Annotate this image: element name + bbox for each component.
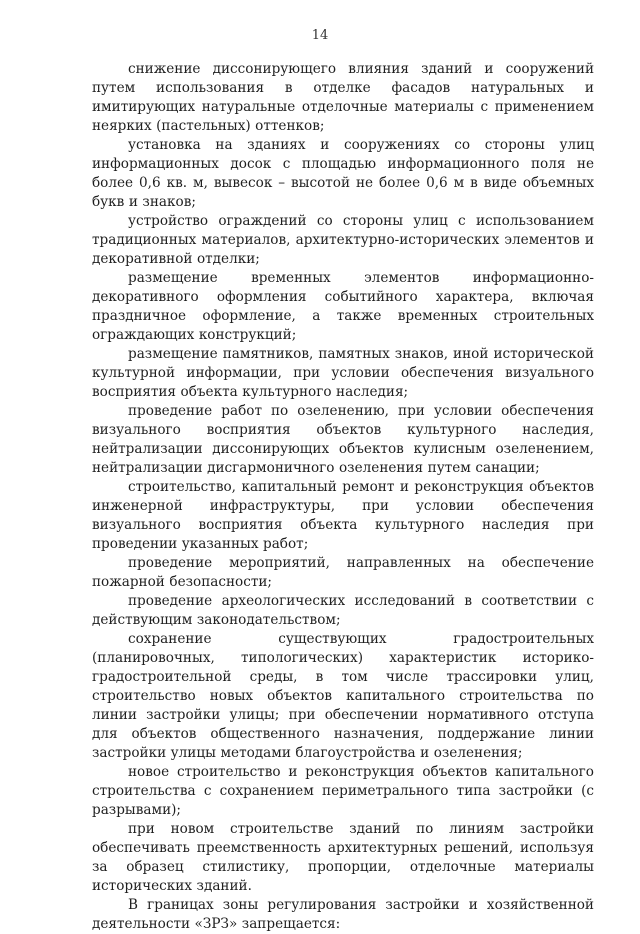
paragraph: размещение памятников, памятных знаков, иной исторической культурной информации, при условии обеспечения визуального восприятия объекта культурного наследия; xyxy=(92,346,594,400)
paragraph: при новом строительстве зданий по линиям застройки обеспечивать преемственность архитектурных решений, используя за образец стилистику, пропорции, отделочные материалы исторических зданий. xyxy=(92,821,594,894)
paragraph: устройство ограждений со стороны улиц с использованием традиционных материалов, архитектурно-исторических элементов и декоративной отделки; xyxy=(92,213,594,267)
paragraph: сохранение существующих градостроительных (планировочных, типологических) характеристик историко-градостроительной среды, в том числе трассировки улиц, строительство новых объектов капитального строительства по линии застройки улицы; при обеспечении нормативного отступа для объектов общественного назначения, поддержание линии застройки улицы методами благоустройства и озеленения; xyxy=(92,631,594,761)
paragraph: новое строительство и реконструкция объектов капитального строительства с сохранением периметрального типа застройки (с разрывами); xyxy=(92,764,594,818)
paragraph: строительство, капитальный ремонт и реконструкция объектов инженерной инфраструктуры, при условии обеспечения визуального восприятия объекта культурного наследия при проведении указанных работ; xyxy=(92,479,594,552)
paragraph: проведение мероприятий, направленных на обеспечение пожарной безопасности; xyxy=(92,555,594,590)
paragraph: проведение работ по озеленению, при условии обеспечения визуального восприятия объектов культурного наследия, нейтрализации диссонирующих объектов кулисным озеленением, нейтрализации дисгармоничного озеленения путем санации; xyxy=(92,403,594,476)
document-body xyxy=(92,60,594,934)
paragraph: снижение диссонирующего влияния зданий и сооружений путем использования в отделке фасадов натуральных и имитирующих натуральные отделочные материалы с применением неярких (пастельных) оттенков; xyxy=(92,61,594,134)
paragraph: В границах зоны регулирования застройки и хозяйственной деятельности «ЗРЗ» запрещается: xyxy=(92,897,594,932)
paragraph: проведение археологических исследований в соответствии с действующим законодательством; xyxy=(92,593,594,628)
paragraph: установка на зданиях и сооружениях со стороны улиц информационных досок с площадью информационного поля не более 0,6 кв. м, вывесок – высотой не более 0,6 м в виде объемных букв и знаков; xyxy=(92,137,594,210)
page-number: 14 xyxy=(311,28,329,43)
paragraph: размещение временных элементов информационно-декоративного оформления событийного характера, включая праздничное оформление, а также временных строительных ограждающих конструкций; xyxy=(92,270,594,343)
